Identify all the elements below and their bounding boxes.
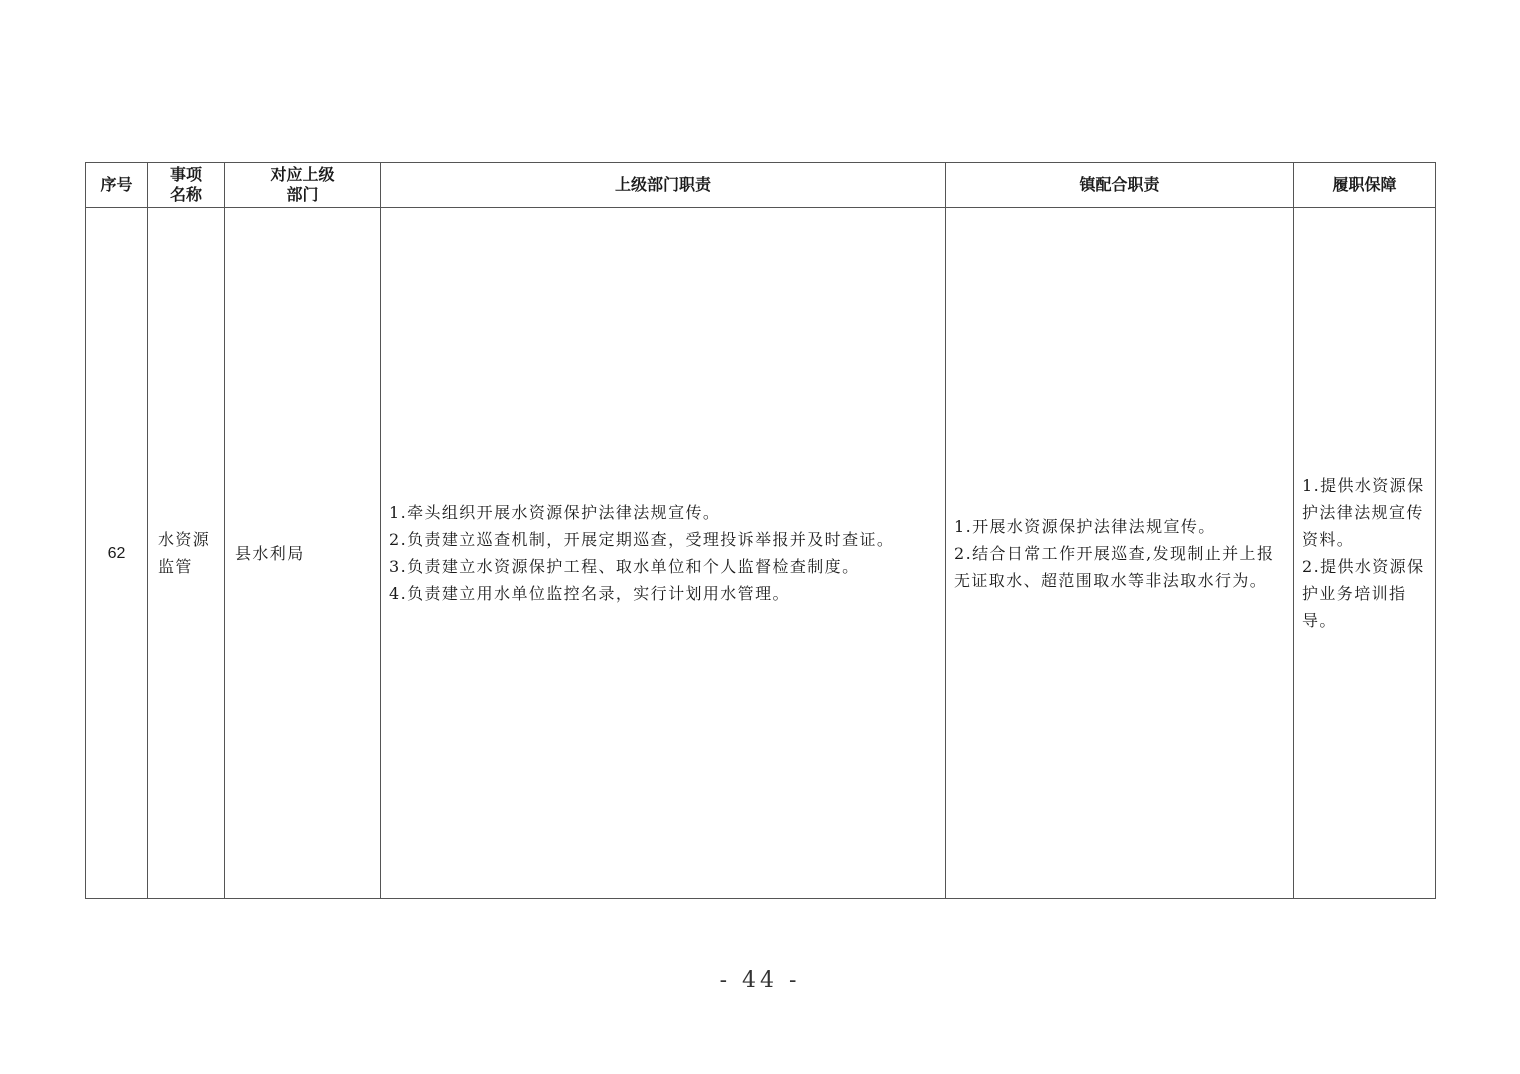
row-guarantee [1294, 208, 1436, 899]
header-item-name-line: 事项 [169, 165, 202, 184]
header-town-duty: 镇配合职责 [946, 163, 1294, 208]
header-item-name-line: 名称 [169, 185, 202, 204]
page-number: - 44 - [719, 968, 801, 993]
table-row [86, 208, 1436, 899]
superior-duty-item: 1.牵头组织开展水资源保护法律法规宣传。 [389, 503, 721, 522]
table-header-row [86, 163, 1436, 208]
superior-duty-item: 4.负责建立用水单位监控名录，实行计划用水管理。 [389, 584, 790, 603]
header-guarantee: 履职保障 [1294, 163, 1436, 208]
row-index: 62 [86, 208, 148, 899]
header-superior-dept [225, 163, 381, 208]
town-duty-item: 2.结合日常工作开展巡查,发现制止并上报无证取水、超范围取水等非法取水行为。 [954, 543, 1275, 590]
row-superior-dept: 县水利局 [225, 208, 381, 899]
town-duty-item: 1.开展水资源保护法律法规宣传。 [954, 516, 1216, 536]
item-name-line: 监管 [158, 557, 193, 576]
row-superior-duty [381, 208, 946, 899]
header-superior-dept-line: 部门 [286, 185, 319, 204]
row-item-name [148, 208, 225, 899]
item-name-line: 水资源 [158, 530, 211, 549]
row-town-duty [946, 208, 1294, 899]
header-superior-dept-line: 对应上级 [270, 165, 335, 184]
superior-duty-item: 3.负责建立水资源保护工程、取水单位和个人监督检查制度。 [389, 557, 860, 576]
header-index: 序号 [86, 163, 148, 208]
header-item-name [148, 163, 225, 208]
superior-duty-item: 2.负责建立巡查机制，开展定期巡查，受理投诉举报并及时查证。 [389, 530, 895, 549]
guarantee-item: 1.提供水资源保护法律法规宣传资料。 [1302, 476, 1425, 549]
guarantee-item: 2.提供水资源保护业务培训指导。 [1302, 557, 1425, 630]
header-superior-duty: 上级部门职责 [381, 163, 946, 208]
duty-table [85, 162, 1436, 899]
